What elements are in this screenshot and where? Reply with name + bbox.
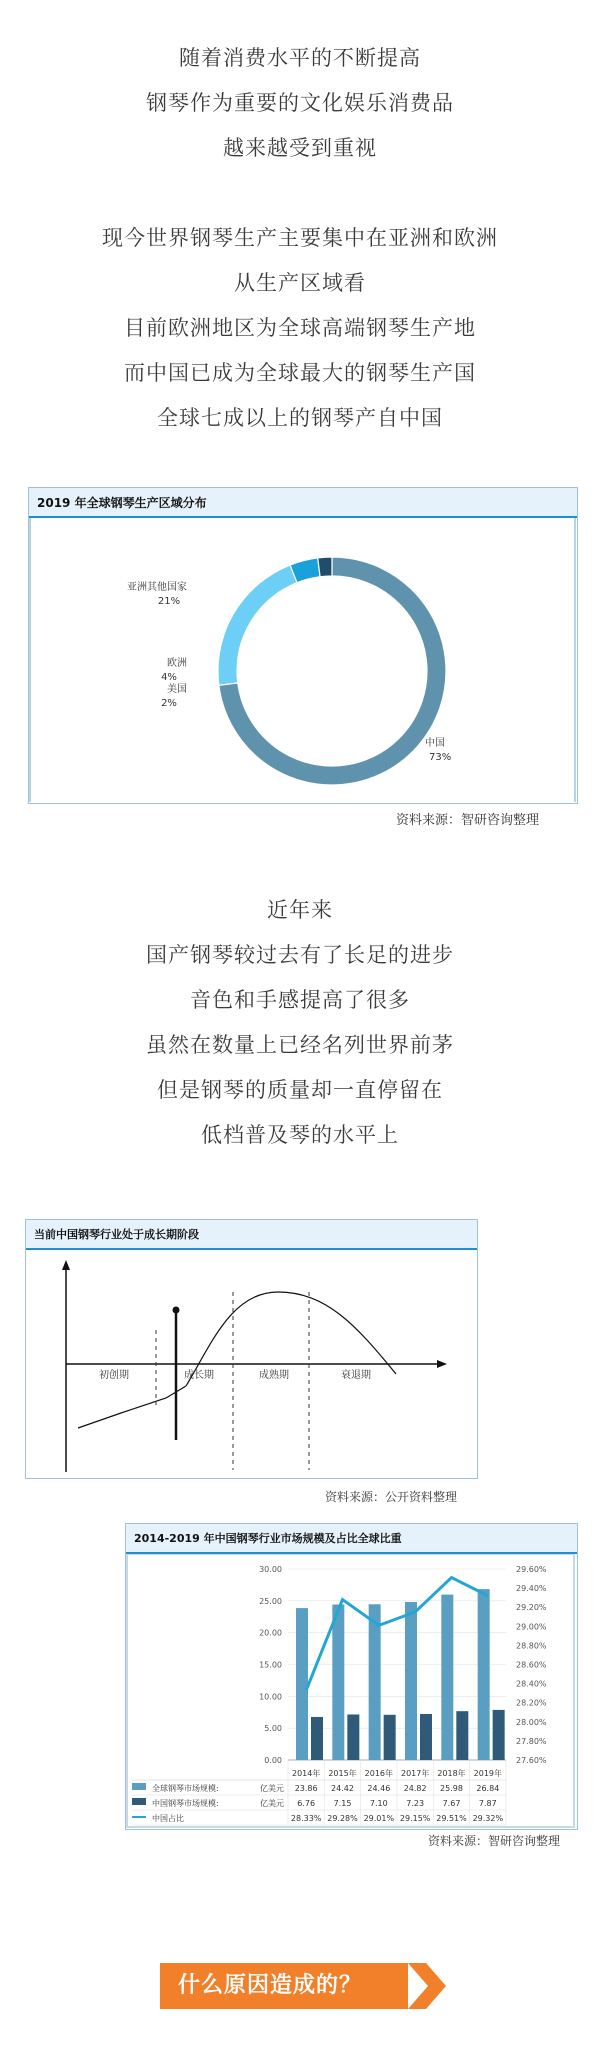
- intro-paragraph: [0, 36, 600, 171]
- table-cell: 7.67: [442, 1799, 461, 1808]
- stage-chart: [25, 1219, 478, 1479]
- table-cell: 6.76: [297, 1799, 316, 1808]
- pie-label-asia-other: 亚洲其他国家: [127, 582, 187, 593]
- table-cell: 7.23: [406, 1799, 425, 1808]
- market-y-right-tick: 27.60%: [516, 1756, 547, 1765]
- table-cell: 23.86: [294, 1784, 318, 1793]
- pie-value-asia-other: 21%: [157, 596, 181, 607]
- table-row-label: 全球钢琴市场规模:: [152, 1784, 219, 1793]
- market-x-tick: 2017年: [400, 1769, 430, 1778]
- legend-swatch: [132, 1798, 146, 1805]
- market-x-tick: 2014年: [291, 1769, 321, 1778]
- table-cell: 7.10: [369, 1799, 388, 1808]
- market-y-right-tick: 29.00%: [516, 1622, 547, 1632]
- table-cell: 29.32%: [472, 1814, 504, 1823]
- bar-china-market: [384, 1715, 396, 1760]
- production-paragraph: [0, 216, 600, 441]
- pie-label-europe: 欧洲: [167, 658, 187, 669]
- quality-line: 近年来: [267, 898, 333, 922]
- table-row-label: 中国钢琴市场规模:: [152, 1799, 219, 1808]
- pie-chart-source: 资料来源：智研咨询整理: [396, 813, 540, 828]
- table-row-unit: 亿美元: [260, 1799, 284, 1808]
- stage-chart-svg: [26, 1250, 477, 1478]
- pie-label-usa: 美国: [167, 684, 187, 695]
- table-cell: 29.28%: [327, 1814, 358, 1823]
- table-cell: 26.84: [476, 1784, 500, 1793]
- table-cell: 25.98: [440, 1784, 463, 1793]
- bar-china-market: [347, 1714, 359, 1760]
- bar-global-market: [332, 1605, 344, 1760]
- market-chart: [125, 1523, 578, 1830]
- market-y-left-tick: 0.00: [264, 1756, 282, 1765]
- stage-label-startup: 初创期: [99, 1370, 129, 1381]
- chevron-shape: [408, 1963, 446, 2009]
- production-line: 从生产区域看: [234, 271, 366, 295]
- cause-banner: [160, 1963, 408, 2009]
- table-cell: 24.42: [331, 1784, 354, 1793]
- pie-chart-title: 2019 年全球钢琴生产区域分布: [29, 488, 577, 518]
- table-cell: 24.46: [367, 1784, 391, 1793]
- market-y-left-tick: 5.00: [264, 1724, 282, 1734]
- current-stage-dot: [173, 1307, 180, 1314]
- stage-label-mature: 成熟期: [259, 1370, 289, 1381]
- production-line: 全球七成以上的钢琴产自中国: [157, 406, 443, 430]
- bar-global-market: [441, 1595, 453, 1760]
- table-cell: 7.15: [333, 1799, 352, 1808]
- table-row-label: 中国占比: [152, 1814, 184, 1823]
- legend-swatch: [132, 1783, 146, 1790]
- table-cell: 29.15%: [399, 1814, 431, 1823]
- table-cell: 7.87: [478, 1799, 497, 1808]
- production-line: 目前欧洲地区为全球高端钢琴生产地: [124, 316, 476, 340]
- quality-paragraph: [0, 888, 600, 1158]
- market-chart-svg: [126, 1554, 577, 1829]
- market-chart-title: 2014-2019 年中国钢琴行业市场规模及占比全球比重: [126, 1524, 577, 1554]
- table-cell: 29.01%: [363, 1814, 395, 1823]
- pie-chart-svg: [29, 518, 577, 803]
- production-line: 而中国已成为全球最大的钢琴生产国: [124, 361, 476, 385]
- market-y-right-tick: 28.80%: [516, 1641, 547, 1651]
- market-y-right-tick: 28.20%: [516, 1698, 547, 1708]
- intro-line: 随着消费水平的不断提高: [179, 46, 421, 70]
- market-y-left-tick: 30.00: [259, 1565, 282, 1574]
- market-y-left-tick: 10.00: [259, 1692, 282, 1702]
- quality-line: 低档普及琴的水平上: [201, 1123, 399, 1147]
- market-y-right-tick: 29.40%: [516, 1584, 547, 1594]
- market-chart-source: 资料来源：智研咨询整理: [428, 1834, 561, 1848]
- market-y-right-tick: 27.80%: [516, 1736, 547, 1746]
- intro-line: 钢琴作为重要的文化娱乐消费品: [146, 91, 454, 115]
- table-cell: 24.82: [403, 1784, 427, 1793]
- table-cell: 28.33%: [290, 1814, 322, 1823]
- bar-china-market: [493, 1710, 505, 1760]
- bar-global-market: [478, 1589, 490, 1760]
- pie-slice-usa: [318, 557, 332, 577]
- bar-global-market: [405, 1602, 417, 1760]
- pie-value-china: 73%: [429, 752, 452, 763]
- stage-x-arrow-icon: [437, 1360, 447, 1368]
- quality-line: 虽然在数量上已经名列世界前茅: [146, 1033, 454, 1057]
- stage-chart-title: 当前中国钢琴行业处于成长期阶段: [26, 1220, 477, 1250]
- market-y-right-tick: 28.40%: [516, 1679, 547, 1689]
- intro-line: 越来越受到重视: [223, 136, 377, 160]
- stage-label-growth: 成长期: [184, 1370, 214, 1381]
- quality-line: 但是钢琴的质量却一直停留在: [157, 1078, 443, 1102]
- market-y-right-tick: 29.60%: [516, 1565, 547, 1574]
- stage-curve-early: [78, 1386, 186, 1428]
- pie-slice-asia-other: [218, 565, 297, 685]
- market-y-left-tick: 15.00: [259, 1660, 282, 1670]
- pie-value-europe: 4%: [161, 672, 177, 683]
- table-cell: 29.51%: [436, 1814, 467, 1823]
- market-x-tick: 2019年: [473, 1769, 503, 1778]
- bar-china-market: [311, 1717, 323, 1760]
- market-x-tick: 2015年: [328, 1769, 357, 1778]
- market-y-right-tick: 28.00%: [516, 1717, 547, 1727]
- quality-line: 国产钢琴较过去有了长足的进步: [146, 943, 454, 967]
- market-y-left-tick: 20.00: [259, 1628, 282, 1638]
- market-x-tick: 2018年: [437, 1769, 466, 1778]
- cause-banner-label: 什么原因造成的？: [178, 1973, 363, 1998]
- market-y-right-tick: 29.20%: [516, 1603, 547, 1613]
- stage-chart-source: 资料来源：公开资料整理: [325, 1490, 458, 1504]
- bar-china-market: [420, 1714, 432, 1760]
- market-y-left-tick: 25.00: [259, 1596, 282, 1606]
- bar-global-market: [296, 1608, 308, 1760]
- production-line: 现今世界钢琴生产主要集中在亚洲和欧洲: [102, 226, 498, 250]
- market-x-tick: 2016年: [364, 1769, 394, 1778]
- stage-label-decline: 衰退期: [341, 1370, 371, 1381]
- pie-value-usa: 2%: [161, 698, 177, 709]
- quality-line: 音色和手感提高了很多: [190, 988, 410, 1012]
- region-pie-chart: [28, 487, 578, 804]
- table-row-unit: 亿美元: [260, 1784, 284, 1793]
- stage-y-arrow-icon: [62, 1260, 70, 1270]
- bar-china-market: [456, 1711, 468, 1760]
- bar-global-market: [369, 1604, 381, 1760]
- pie-label-china: 中国: [425, 738, 445, 749]
- chevron-right-icon: [408, 1963, 450, 2009]
- market-y-right-tick: 28.60%: [516, 1660, 547, 1670]
